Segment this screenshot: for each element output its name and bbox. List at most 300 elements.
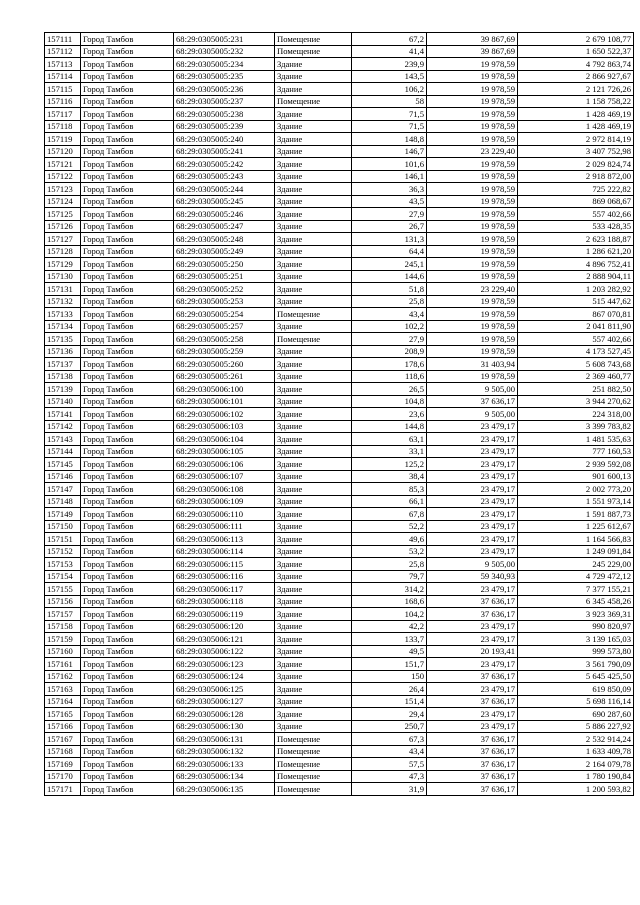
cell-cadastral-value: 224 318,00	[518, 408, 634, 421]
table-row	[45, 270, 634, 283]
cell-object-type: Здание	[275, 558, 352, 571]
table-row	[45, 195, 634, 208]
cell-area: 133,7	[352, 633, 427, 646]
cell-unit-value: 23 479,17	[427, 508, 518, 521]
table-row	[45, 595, 634, 608]
cell-city-name: Город Тамбов	[81, 445, 174, 458]
cell-unit-value: 23 479,17	[427, 720, 518, 733]
cell-unit-value: 23 229,40	[427, 283, 518, 296]
cell-cadastral-number: 68:29:0305005:232	[174, 45, 275, 58]
cell-city-name: Город Тамбов	[81, 145, 174, 158]
cell-row-number: 157141	[45, 408, 81, 421]
table-row	[45, 108, 634, 121]
cell-row-number: 157165	[45, 708, 81, 721]
cell-cadastral-value: 1 481 535,63	[518, 433, 634, 446]
cell-object-type: Здание	[275, 658, 352, 671]
cell-unit-value: 19 978,59	[427, 333, 518, 346]
cell-city-name: Город Тамбов	[81, 670, 174, 683]
cell-row-number: 157152	[45, 545, 81, 558]
cell-area: 101,6	[352, 158, 427, 171]
cell-cadastral-number: 68:29:0305006:127	[174, 695, 275, 708]
cell-object-type: Здание	[275, 533, 352, 546]
cell-area: 85,3	[352, 483, 427, 496]
cell-unit-value: 23 479,17	[427, 620, 518, 633]
table-row	[45, 633, 634, 646]
cell-row-number: 157114	[45, 70, 81, 83]
table-row	[45, 245, 634, 258]
cell-cadastral-number: 68:29:0305005:258	[174, 333, 275, 346]
cell-object-type: Здание	[275, 670, 352, 683]
cell-object-type: Помещение	[275, 333, 352, 346]
cell-cadastral-value: 2 972 814,19	[518, 133, 634, 146]
cell-object-type: Здание	[275, 645, 352, 658]
table-row	[45, 183, 634, 196]
cell-area: 53,2	[352, 545, 427, 558]
cell-city-name: Город Тамбов	[81, 158, 174, 171]
cell-object-type: Здание	[275, 245, 352, 258]
cell-row-number: 157126	[45, 220, 81, 233]
cell-object-type: Помещение	[275, 45, 352, 58]
cell-cadastral-value: 1 158 758,22	[518, 95, 634, 108]
cell-area: 104,8	[352, 395, 427, 408]
cell-unit-value: 19 978,59	[427, 233, 518, 246]
cell-city-name: Город Тамбов	[81, 508, 174, 521]
table-row	[45, 445, 634, 458]
cell-city-name: Город Тамбов	[81, 83, 174, 96]
cell-unit-value: 19 978,59	[427, 183, 518, 196]
cell-row-number: 157146	[45, 470, 81, 483]
cell-object-type: Здание	[275, 358, 352, 371]
table-row	[45, 558, 634, 571]
cell-unit-value: 19 978,59	[427, 208, 518, 221]
cell-area: 41,4	[352, 45, 427, 58]
cell-cadastral-number: 68:29:0305005:247	[174, 220, 275, 233]
cell-area: 36,3	[352, 183, 427, 196]
cell-row-number: 157163	[45, 683, 81, 696]
cell-unit-value: 23 479,17	[427, 708, 518, 721]
cell-object-type: Помещение	[275, 770, 352, 783]
cell-row-number: 157156	[45, 595, 81, 608]
cell-object-type: Здание	[275, 170, 352, 183]
cell-area: 168,6	[352, 595, 427, 608]
cell-object-type: Здание	[275, 120, 352, 133]
cell-cadastral-value: 1 591 887,73	[518, 508, 634, 521]
cell-row-number: 157159	[45, 633, 81, 646]
cell-row-number: 157148	[45, 495, 81, 508]
table-row	[45, 320, 634, 333]
cell-row-number: 157150	[45, 520, 81, 533]
cell-unit-value: 37 636,17	[427, 758, 518, 771]
cell-cadastral-number: 68:29:0305005:253	[174, 295, 275, 308]
cell-unit-value: 23 479,17	[427, 483, 518, 496]
cell-area: 52,2	[352, 520, 427, 533]
cell-unit-value: 19 978,59	[427, 345, 518, 358]
cell-object-type: Помещение	[275, 33, 352, 46]
table-row	[45, 683, 634, 696]
cell-cadastral-number: 68:29:0305005:249	[174, 245, 275, 258]
cell-row-number: 157164	[45, 695, 81, 708]
cell-object-type: Помещение	[275, 758, 352, 771]
cell-object-type: Здание	[275, 608, 352, 621]
cell-cadastral-number: 68:29:0305005:234	[174, 58, 275, 71]
cell-area: 144,8	[352, 420, 427, 433]
cell-cadastral-number: 68:29:0305006:133	[174, 758, 275, 771]
cell-city-name: Город Тамбов	[81, 433, 174, 446]
cell-row-number: 157168	[45, 745, 81, 758]
cell-cadastral-value: 1 249 091,84	[518, 545, 634, 558]
cell-unit-value: 37 636,17	[427, 745, 518, 758]
cell-cadastral-value: 999 573,80	[518, 645, 634, 658]
cell-unit-value: 59 340,93	[427, 570, 518, 583]
cell-area: 67,3	[352, 733, 427, 746]
cell-city-name: Город Тамбов	[81, 645, 174, 658]
cell-area: 63,1	[352, 433, 427, 446]
table-row	[45, 158, 634, 171]
table-row	[45, 345, 634, 358]
table-row	[45, 233, 634, 246]
cell-cadastral-number: 68:29:0305006:115	[174, 558, 275, 571]
cell-row-number: 157153	[45, 558, 81, 571]
cell-unit-value: 23 479,17	[427, 470, 518, 483]
cell-city-name: Город Тамбов	[81, 133, 174, 146]
cell-area: 151,7	[352, 658, 427, 671]
cell-city-name: Город Тамбов	[81, 183, 174, 196]
cell-object-type: Здание	[275, 520, 352, 533]
cell-area: 150	[352, 670, 427, 683]
cell-cadastral-number: 68:29:0305005:251	[174, 270, 275, 283]
cell-cadastral-number: 68:29:0305006:122	[174, 645, 275, 658]
table-row	[45, 220, 634, 233]
cell-object-type: Здание	[275, 470, 352, 483]
cell-object-type: Здание	[275, 720, 352, 733]
cell-unit-value: 23 479,17	[427, 633, 518, 646]
cell-row-number: 157140	[45, 395, 81, 408]
cell-object-type: Здание	[275, 483, 352, 496]
cell-cadastral-value: 2 679 108,77	[518, 33, 634, 46]
table-row	[45, 745, 634, 758]
table-row	[45, 95, 634, 108]
cell-area: 314,2	[352, 583, 427, 596]
cell-cadastral-value: 7 377 155,21	[518, 583, 634, 596]
table-row	[45, 770, 634, 783]
table-row	[45, 83, 634, 96]
cell-row-number: 157155	[45, 583, 81, 596]
cell-city-name: Город Тамбов	[81, 745, 174, 758]
table-row	[45, 695, 634, 708]
cell-area: 146,1	[352, 170, 427, 183]
cell-area: 71,5	[352, 120, 427, 133]
cell-unit-value: 19 978,59	[427, 120, 518, 133]
cell-unit-value: 37 636,17	[427, 695, 518, 708]
cell-unit-value: 23 479,17	[427, 533, 518, 546]
cell-cadastral-value: 2 939 592,08	[518, 458, 634, 471]
table-row	[45, 370, 634, 383]
cell-area: 51,8	[352, 283, 427, 296]
cell-cadastral-number: 68:29:0305005:245	[174, 195, 275, 208]
cell-cadastral-number: 68:29:0305006:120	[174, 620, 275, 633]
cell-row-number: 157115	[45, 83, 81, 96]
cell-object-type: Здание	[275, 283, 352, 296]
cell-row-number: 157160	[45, 645, 81, 658]
cadastral-value-table	[44, 32, 634, 796]
cell-object-type: Здание	[275, 270, 352, 283]
cell-cadastral-number: 68:29:0305006:107	[174, 470, 275, 483]
cell-city-name: Город Тамбов	[81, 395, 174, 408]
cell-row-number: 157112	[45, 45, 81, 58]
cell-cadastral-number: 68:29:0305006:114	[174, 545, 275, 558]
cell-cadastral-value: 1 650 522,37	[518, 45, 634, 58]
cell-area: 38,4	[352, 470, 427, 483]
cell-cadastral-value: 3 399 783,82	[518, 420, 634, 433]
cell-row-number: 157134	[45, 320, 81, 333]
cell-cadastral-value: 777 160,53	[518, 445, 634, 458]
cell-cadastral-number: 68:29:0305006:103	[174, 420, 275, 433]
cell-city-name: Город Тамбов	[81, 583, 174, 596]
cell-row-number: 157125	[45, 208, 81, 221]
cell-cadastral-value: 867 070,81	[518, 308, 634, 321]
table-row	[45, 758, 634, 771]
table-row	[45, 70, 634, 83]
cell-row-number: 157129	[45, 258, 81, 271]
cell-object-type: Здание	[275, 383, 352, 396]
cell-unit-value: 9 505,00	[427, 383, 518, 396]
cell-cadastral-value: 901 600,13	[518, 470, 634, 483]
table-row	[45, 658, 634, 671]
cell-city-name: Город Тамбов	[81, 170, 174, 183]
cell-row-number: 157154	[45, 570, 81, 583]
cell-object-type: Здание	[275, 58, 352, 71]
cell-city-name: Город Тамбов	[81, 783, 174, 796]
cell-cadastral-number: 68:29:0305006:113	[174, 533, 275, 546]
cell-object-type: Здание	[275, 233, 352, 246]
table-row	[45, 570, 634, 583]
cell-unit-value: 37 636,17	[427, 608, 518, 621]
cell-area: 42,2	[352, 620, 427, 633]
cell-row-number: 157122	[45, 170, 81, 183]
cell-area: 245,1	[352, 258, 427, 271]
cell-city-name: Город Тамбов	[81, 58, 174, 71]
cell-city-name: Город Тамбов	[81, 533, 174, 546]
cell-unit-value: 31 403,94	[427, 358, 518, 371]
cell-area: 71,5	[352, 108, 427, 121]
cell-object-type: Здание	[275, 145, 352, 158]
cell-row-number: 157133	[45, 308, 81, 321]
cell-city-name: Город Тамбов	[81, 108, 174, 121]
cell-object-type: Здание	[275, 445, 352, 458]
table-row	[45, 170, 634, 183]
cell-unit-value: 19 978,59	[427, 133, 518, 146]
cell-cadastral-number: 68:29:0305005:248	[174, 233, 275, 246]
cell-unit-value: 19 978,59	[427, 170, 518, 183]
cell-cadastral-value: 5 608 743,68	[518, 358, 634, 371]
cell-cadastral-value: 557 402,66	[518, 208, 634, 221]
cell-row-number: 157170	[45, 770, 81, 783]
cell-unit-value: 23 479,17	[427, 420, 518, 433]
cell-cadastral-number: 68:29:0305006:108	[174, 483, 275, 496]
cell-row-number: 157169	[45, 758, 81, 771]
cell-row-number: 157116	[45, 95, 81, 108]
cell-row-number: 157145	[45, 458, 81, 471]
cell-row-number: 157161	[45, 658, 81, 671]
cell-unit-value: 37 636,17	[427, 783, 518, 796]
cell-cadastral-value: 5 645 425,50	[518, 670, 634, 683]
cell-city-name: Город Тамбов	[81, 220, 174, 233]
table-row	[45, 133, 634, 146]
cell-object-type: Помещение	[275, 95, 352, 108]
cell-object-type: Здание	[275, 458, 352, 471]
cell-cadastral-number: 68:29:0305005:242	[174, 158, 275, 171]
cell-object-type: Здание	[275, 183, 352, 196]
cell-cadastral-value: 1 225 612,67	[518, 520, 634, 533]
cell-cadastral-value: 2 041 811,90	[518, 320, 634, 333]
cell-cadastral-number: 68:29:0305005:261	[174, 370, 275, 383]
cell-cadastral-number: 68:29:0305005:246	[174, 208, 275, 221]
cell-cadastral-value: 557 402,66	[518, 333, 634, 346]
cell-cadastral-value: 2 918 872,00	[518, 170, 634, 183]
cell-object-type: Здание	[275, 258, 352, 271]
table-row	[45, 258, 634, 271]
cell-object-type: Здание	[275, 708, 352, 721]
cell-area: 67,8	[352, 508, 427, 521]
cell-area: 49,5	[352, 645, 427, 658]
cell-cadastral-value: 3 944 270,62	[518, 395, 634, 408]
cell-area: 43,4	[352, 745, 427, 758]
cell-area: 31,9	[352, 783, 427, 796]
cell-cadastral-value: 2 164 079,78	[518, 758, 634, 771]
cell-unit-value: 39 867,69	[427, 45, 518, 58]
table-row	[45, 395, 634, 408]
cell-cadastral-value: 4 792 863,74	[518, 58, 634, 71]
cell-cadastral-number: 68:29:0305006:104	[174, 433, 275, 446]
cell-cadastral-number: 68:29:0305006:111	[174, 520, 275, 533]
cell-area: 151,4	[352, 695, 427, 708]
cell-city-name: Город Тамбов	[81, 545, 174, 558]
cell-object-type: Здание	[275, 70, 352, 83]
table-row	[45, 283, 634, 296]
cell-object-type: Помещение	[275, 783, 352, 796]
cell-city-name: Город Тамбов	[81, 33, 174, 46]
cell-area: 47,3	[352, 770, 427, 783]
cell-row-number: 157158	[45, 620, 81, 633]
cell-row-number: 157121	[45, 158, 81, 171]
cell-unit-value: 19 978,59	[427, 95, 518, 108]
cell-row-number: 157137	[45, 358, 81, 371]
cell-cadastral-value: 869 068,67	[518, 195, 634, 208]
cell-row-number: 157143	[45, 433, 81, 446]
cell-city-name: Город Тамбов	[81, 333, 174, 346]
cell-row-number: 157136	[45, 345, 81, 358]
cell-cadastral-number: 68:29:0305006:105	[174, 445, 275, 458]
cell-object-type: Здание	[275, 220, 352, 233]
cell-area: 106,2	[352, 83, 427, 96]
cell-cadastral-value: 2 121 726,26	[518, 83, 634, 96]
table-row	[45, 358, 634, 371]
cell-unit-value: 23 479,17	[427, 445, 518, 458]
table-row	[45, 583, 634, 596]
table-body	[45, 33, 634, 796]
cell-area: 148,8	[352, 133, 427, 146]
cell-row-number: 157157	[45, 608, 81, 621]
cell-area: 102,2	[352, 320, 427, 333]
cell-cadastral-number: 68:29:0305005:231	[174, 33, 275, 46]
cell-row-number: 157151	[45, 533, 81, 546]
cell-city-name: Город Тамбов	[81, 483, 174, 496]
cell-city-name: Город Тамбов	[81, 233, 174, 246]
cell-cadastral-number: 68:29:0305005:250	[174, 258, 275, 271]
cell-cadastral-value: 1 428 469,19	[518, 108, 634, 121]
table-row	[45, 458, 634, 471]
table-row	[45, 45, 634, 58]
cell-unit-value: 23 479,17	[427, 520, 518, 533]
cell-unit-value: 19 978,59	[427, 70, 518, 83]
cell-city-name: Город Тамбов	[81, 345, 174, 358]
cell-city-name: Город Тамбов	[81, 295, 174, 308]
table-row	[45, 208, 634, 221]
cell-unit-value: 23 479,17	[427, 583, 518, 596]
cell-area: 43,5	[352, 195, 427, 208]
cell-area: 144,6	[352, 270, 427, 283]
cell-area: 25,8	[352, 558, 427, 571]
cell-area: 27,9	[352, 208, 427, 221]
cell-cadastral-number: 68:29:0305006:121	[174, 633, 275, 646]
cell-cadastral-number: 68:29:0305005:239	[174, 120, 275, 133]
cell-object-type: Здание	[275, 108, 352, 121]
cell-object-type: Здание	[275, 83, 352, 96]
cell-object-type: Помещение	[275, 308, 352, 321]
cell-area: 25,8	[352, 295, 427, 308]
cell-row-number: 157167	[45, 733, 81, 746]
table-row	[45, 608, 634, 621]
cell-cadastral-number: 68:29:0305006:102	[174, 408, 275, 421]
cell-row-number: 157147	[45, 483, 81, 496]
cell-city-name: Город Тамбов	[81, 258, 174, 271]
cell-object-type: Здание	[275, 408, 352, 421]
cell-cadastral-value: 4 729 472,12	[518, 570, 634, 583]
cell-cadastral-number: 68:29:0305006:100	[174, 383, 275, 396]
cell-unit-value: 19 978,59	[427, 295, 518, 308]
table-row	[45, 645, 634, 658]
cell-cadastral-number: 68:29:0305005:257	[174, 320, 275, 333]
cell-cadastral-value: 725 222,82	[518, 183, 634, 196]
cell-unit-value: 19 978,59	[427, 308, 518, 321]
cell-city-name: Город Тамбов	[81, 595, 174, 608]
cell-row-number: 157128	[45, 245, 81, 258]
cell-object-type: Здание	[275, 583, 352, 596]
cell-city-name: Город Тамбов	[81, 695, 174, 708]
cell-cadastral-number: 68:29:0305006:134	[174, 770, 275, 783]
table-row	[45, 383, 634, 396]
cell-area: 57,5	[352, 758, 427, 771]
cell-cadastral-value: 4 173 527,45	[518, 345, 634, 358]
cell-cadastral-number: 68:29:0305006:132	[174, 745, 275, 758]
table-row	[45, 33, 634, 46]
table-row	[45, 620, 634, 633]
cell-cadastral-number: 68:29:0305005:237	[174, 95, 275, 108]
cell-cadastral-value: 533 428,35	[518, 220, 634, 233]
cell-city-name: Город Тамбов	[81, 370, 174, 383]
cell-city-name: Город Тамбов	[81, 270, 174, 283]
cell-unit-value: 37 636,17	[427, 733, 518, 746]
cell-cadastral-value: 2 369 460,77	[518, 370, 634, 383]
cell-row-number: 157138	[45, 370, 81, 383]
cell-city-name: Город Тамбов	[81, 633, 174, 646]
cell-unit-value: 19 978,59	[427, 245, 518, 258]
cell-row-number: 157119	[45, 133, 81, 146]
cell-unit-value: 39 867,69	[427, 33, 518, 46]
cell-cadastral-number: 68:29:0305005:240	[174, 133, 275, 146]
cell-object-type: Здание	[275, 620, 352, 633]
cell-city-name: Город Тамбов	[81, 70, 174, 83]
